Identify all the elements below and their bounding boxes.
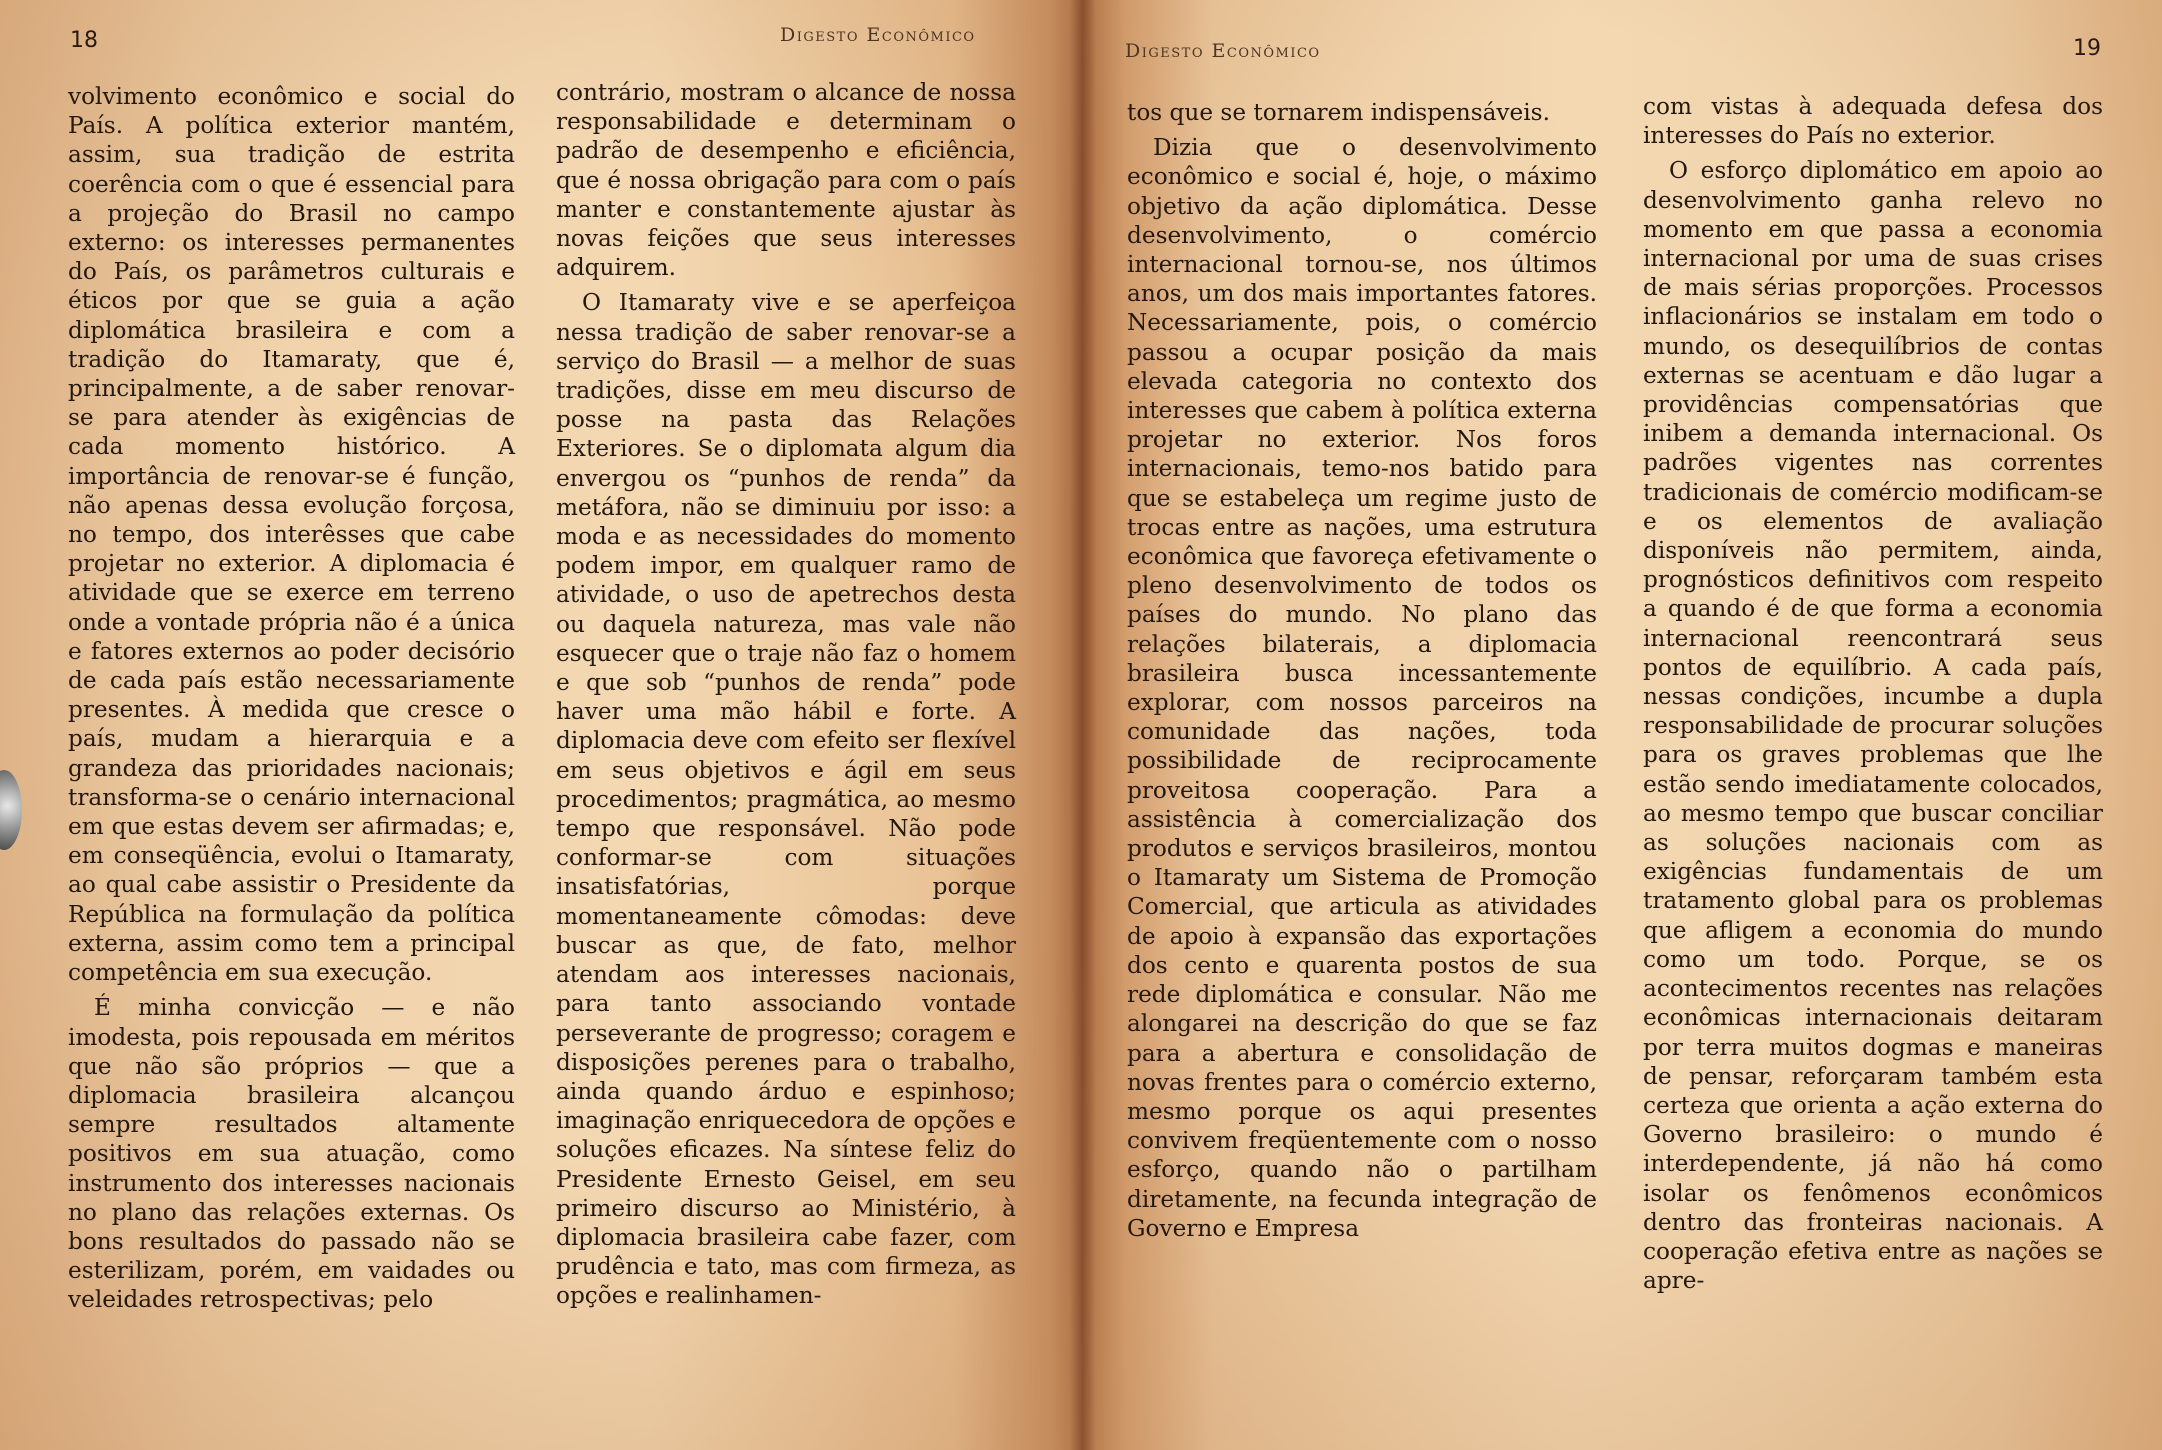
right-column-1 — [1127, 98, 1597, 1243]
paragraph: O Itamaraty vive e se aperfeiçoa nessa tradição de saber renovar-se a serviço do Brasil — a melhor de suas tradições, disse em meu discurso de posse na pasta das Relações Exteriores. Se o diplomata algum dia envergou os “punhos de renda” da metáfora, não se diminuiu por isso: a moda e as necessidades do momento podem impor, em qualquer ramo de atividade, o uso de apetrechos desta ou daquela natureza, mas vale não esquecer que o traje não faz o homem e que sob “punhos de renda” pode haver uma mão hábil e forte. A diplomacia deve com efeito ser flexível em seus objetivos e ágil em seus procedimentos; pragmática, ao mesmo tempo que responsável. Não pode conformar-se com situações insatisfatórias, porque momentaneamente cômodas: deve buscar as que, de fato, melhor atendam aos interesses nacionais, para tanto associando vontade perseverante de progresso; coragem e disposições perenes para o trabalho, ainda quando árduo e espinhoso; imaginação enriquecedora de opções e soluções eficazes. Na síntese feliz do Presidente Ernesto Geisel, em seu primeiro discurso ao Ministério, à diplomacia brasileira cabe fazer, com prudência e tato, mas com firmeza, as opções e realinhamen- — [556, 289, 1016, 1310]
paragraph: tos que se tornarem indispensáveis. — [1127, 99, 1550, 126]
book-gutter — [1070, 0, 1096, 1450]
paragraph: O esforço diplomático em apoio ao desenvolvimento ganha relevo no momento em que passa a economia internacional por uma de suas crises de mais sérias proporções. Processos inflacionários se instalam em todo o mundo, os desequilíbrios de contas externas se acentuam e dão lugar a providências compensatórias que inibem a demanda internacional. Os padrões vigentes nas correntes tradicionais de comércio modificam-se e os elementos de avaliação disponíveis não permitem, ainda, prognósticos definitivos com respeito a quando é de que forma a economia internacional reencontrará seus pontos de equilíbrio. A cada país, nessas condições, incumbe a dupla responsabilidade de procurar soluções para os graves problemas que lhe estão sendo imediatamente colocados, ao mesmo tempo que buscar conciliar as soluções nacionais com as exigências fundamentais de um tratamento global para os problemas que afligem a economia do mundo como um todo. Porque, se os acontecimentos recentes nas relações econômicas internacionais deitaram por terra muitos dogmas e maneiras de pensar, reforçaram também esta certeza que orienta a ação externa do Governo brasileiro: o mundo é interdependente, já não há como isolar os fenômenos econômicos dentro das fronteiras nacionais. A cooperação efetiva entre as nações se apre- — [1643, 157, 2103, 1295]
running-head-left: Digesto Econômico — [780, 24, 976, 46]
running-head-right: Digesto Econômico — [1125, 40, 1321, 62]
paragraph: É minha convicção — e não imodesta, pois repousada em méritos que não são próprios — que a diplomacia brasileira alcançou sempre resultados altamente positivos em sua atuação, como instrumento dos interesses nacionais no plano das relações externas. Os bons resultados do passado não se esterilizam, porém, em vaidades ou veleidades retrospectivas; pelo — [68, 994, 515, 1314]
paragraph: contrário, mostram o alcance de nossa responsabilidade e determinam o padrão de desempenho e eficiência, que é nossa obrigação para com o país manter e constantemente ajustar às novas feições que seus interesses adquirem. — [556, 79, 1016, 282]
right-page — [1083, 0, 2162, 1450]
paragraph: Dizia que o desenvolvimento econômico e social é, hoje, o máximo objetivo da ação diplomática. Desse desenvolvimento, o comércio internacional tornou-se, nos últimos anos, um dos mais importantes fatores. Necessariamente, pois, o comércio passou a ocupar posição da mais elevada categoria no contexto dos interesses que cabem à política externa projetar no exterior. Nos foros internacionais, temo-nos batido para que se estabeleça um regime justo de trocas entre as nações, uma estrutura econômica que favoreça efetivamente o pleno desenvolvimento de todos os países do mundo. No plano das relações bilaterais, a diplomacia brasileira busca incessantemente explorar, com nossos parceiros na comunidade das nações, toda possibilidade de reciprocamente proveitosa cooperação. Para a assistência à comercialização dos produtos e serviços brasileiros, montou o Itamaraty um Sistema de Promoção Comercial, que articula as atividades de apoio à expansão das exportações dos cento e quarenta postos de sua rede diplomática e consular. Não me alongarei na descrição do que se faz para a abertura e consolidação de novas frentes para o comércio externo, mesmo porque os aqui presentes convivem freqüentemente com o nosso esforço, quando não o partilham diretamente, na fecunda integração de Governo e Empresa — [1127, 134, 1597, 1242]
paragraph: volvimento econômico e social do País. A política exterior mantém, assim, sua tradição de estrita coerência com o que é essencial para a projeção do Brasil no campo externo: os interesses permanentes do País, os parâmetros culturais e éticos por que se guia a ação diplomática brasileira e com a tradição do Itamaraty, que é, principalmente, a de saber renovar-se para atender às exigências de cada momento histórico. A importância de renovar-se é função, não apenas dessa evolução forçosa, no tempo, dos interêsses que cabe projetar no exterior. A diplomacia é atividade que se exerce em terreno onde a vontade própria não é a única e fatores externos ao poder decisório de cada país estão necessariamente presentes. À medida que cresce o país, mudam a hierarquia e a grandeza das prioridades nacionais; transforma-se o cenário internacional em que estas devem ser afirmadas; e, em conseqüência, evolui o Itamaraty, ao qual cabe assistir o Presidente da República na formulação da política externa, assim como tem a principal competência em sua execução. — [68, 83, 515, 987]
right-column-2 — [1643, 92, 2103, 1295]
left-column-2 — [556, 78, 1016, 1311]
page-number-left: 18 — [70, 28, 98, 53]
paragraph: com vistas à adequada defesa dos interesses do País no exterior. — [1643, 93, 2103, 150]
page-number-right: 19 — [2073, 36, 2101, 61]
left-column-1 — [68, 82, 515, 1315]
binding-clip — [0, 770, 22, 850]
